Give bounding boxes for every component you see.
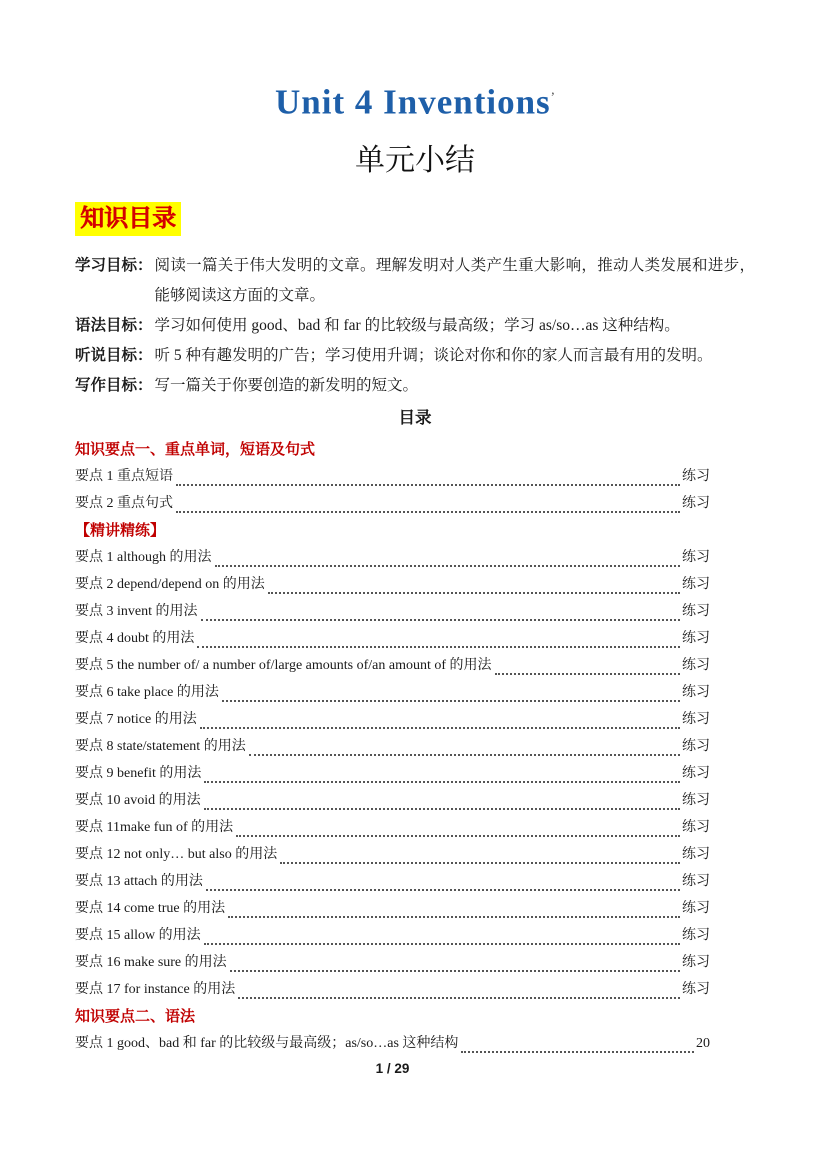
toc-entry[interactable]: [75, 868, 710, 895]
toc-section-title: 知识要点一、重点单词，短语及句式: [75, 440, 316, 458]
unit-title-text: Unit 4 Inventions: [274, 82, 551, 122]
toc-entry-page: 练习: [682, 684, 710, 700]
goal-text: 学习如何使用 good、bad 和 far 的比较级与最高级；学习 as/so…as 这种结构。: [154, 316, 680, 334]
toc-leader-dots: [206, 889, 680, 891]
knowledge-directory-row: [75, 202, 755, 236]
goal-text: 听 5 种有趣发明的广告；学习使用升调；谈论对你和你的家人而言最有用的发明。: [154, 346, 713, 364]
toc-leader-dots: [461, 1051, 694, 1053]
toc-entry-page: 练习: [682, 549, 710, 565]
toc-entry-page: 练习: [682, 738, 710, 754]
toc-entry[interactable]: [75, 841, 710, 868]
goal-text: 写一篇关于你要创造的新发明的短文。: [154, 376, 419, 394]
learning-goals: [75, 251, 755, 401]
toc-entry-label: 要点 10 avoid 的用法: [75, 792, 201, 808]
toc-leader-dots: [200, 727, 680, 729]
goal-label: 听说目标：: [75, 346, 153, 364]
toc-leader-dots: [236, 835, 680, 837]
toc-leader-dots: [228, 916, 680, 918]
toc-entry[interactable]: [75, 976, 710, 1003]
toc-entry[interactable]: [75, 652, 710, 679]
toc-section-title: 【精讲精练】: [75, 521, 166, 539]
toc-entry[interactable]: [75, 895, 710, 922]
toc-entry[interactable]: [75, 922, 710, 949]
toc-entry[interactable]: [75, 1030, 710, 1057]
title-annotation-mark: ’: [550, 89, 555, 104]
toc-entry-page: 练习: [682, 630, 710, 646]
toc-entry-page: 练习: [682, 603, 710, 619]
toc-entry-label: 要点 2 重点句式: [75, 495, 173, 511]
unit-subtitle: 单元小结: [355, 143, 475, 177]
toc-entry[interactable]: [75, 814, 710, 841]
toc-entry-page: 练习: [682, 900, 710, 916]
toc-leader-dots: [215, 565, 681, 567]
toc-leader-dots: [176, 484, 680, 486]
toc-entry[interactable]: [75, 787, 710, 814]
toc-leader-dots: [268, 592, 680, 594]
toc-leader-dots: [201, 619, 681, 621]
toc-entry-label: 要点 17 for instance 的用法: [75, 981, 236, 997]
toc-leader-dots: [249, 754, 680, 756]
toc-entry-label: 要点 4 doubt 的用法: [75, 630, 195, 646]
toc-entry-label: 要点 8 state/statement 的用法: [75, 738, 246, 754]
goal-label: 学习目标：: [75, 256, 153, 274]
toc-entry-label: 要点 6 take place 的用法: [75, 684, 219, 700]
goal-text: 阅读一篇关于伟大发明的文章。理解发明对人类产生重大影响，推动人类发展和进步，能够阅读这方面的文章。: [154, 256, 755, 304]
toc-entry-page: 练习: [682, 819, 710, 835]
toc-entry[interactable]: [75, 463, 710, 490]
toc-entry-label: 要点 2 depend/depend on 的用法: [75, 576, 265, 592]
toc-leader-dots: [222, 700, 680, 702]
goal-item: [75, 341, 755, 371]
goal-item: [75, 251, 755, 311]
toc-leader-dots: [495, 673, 680, 675]
toc-entry-label: 要点 7 notice 的用法: [75, 711, 197, 727]
toc-leader-dots: [280, 862, 680, 864]
table-of-contents: [75, 436, 710, 1057]
toc-leader-dots: [204, 808, 680, 810]
toc-entry[interactable]: [75, 949, 710, 976]
toc-entry[interactable]: [75, 625, 710, 652]
toc-entry-page: 练习: [682, 927, 710, 943]
toc-entry-label: 要点 9 benefit 的用法: [75, 765, 202, 781]
toc-entry[interactable]: [75, 598, 710, 625]
toc-entry[interactable]: [75, 733, 710, 760]
toc-heading: 目录: [398, 408, 432, 427]
toc-entry-page: 练习: [682, 657, 710, 673]
toc-entry-page: 练习: [682, 792, 710, 808]
toc-entry[interactable]: [75, 544, 710, 571]
toc-entry-page: 20: [696, 1035, 710, 1051]
goal-label: 写作目标：: [75, 376, 153, 394]
toc-entry-label: 要点 16 make sure 的用法: [75, 954, 227, 970]
toc-leader-dots: [230, 970, 680, 972]
toc-entry-label: 要点 11make fun of 的用法: [75, 819, 234, 835]
goal-item: [75, 311, 755, 341]
toc-entry[interactable]: [75, 706, 710, 733]
toc-entry-label: 要点 15 allow 的用法: [75, 927, 201, 943]
toc-entry-page: 练习: [682, 954, 710, 970]
toc-leader-dots: [204, 781, 680, 783]
toc-entry-label: 要点 3 invent 的用法: [75, 603, 198, 619]
toc-entry[interactable]: [75, 490, 710, 517]
toc-leader-dots: [238, 997, 680, 999]
toc-entry-label: 要点 1 重点短语: [75, 468, 173, 484]
toc-entry[interactable]: [75, 679, 710, 706]
toc-entry-label: 要点 13 attach 的用法: [75, 873, 203, 889]
knowledge-directory-badge: 知识目录: [75, 202, 181, 236]
toc-entry-page: 练习: [682, 495, 710, 511]
toc-entry[interactable]: [75, 760, 710, 787]
unit-title: [75, 74, 755, 126]
toc-entry-page: 练习: [682, 981, 710, 997]
page-number: 1 / 29: [375, 1060, 410, 1076]
goal-item: [75, 371, 755, 401]
toc-entry-page: 练习: [682, 846, 710, 862]
toc-entry[interactable]: [75, 571, 710, 598]
toc-leader-dots: [204, 943, 680, 945]
toc-entry-page: 练习: [682, 576, 710, 592]
toc-entry-page: 练习: [682, 765, 710, 781]
toc-entry-label: 要点 1 although 的用法: [75, 549, 212, 565]
toc-entry-label: 要点 1 good、bad 和 far 的比较级与最高级；as/so…as 这种结构: [75, 1035, 459, 1051]
toc-section-title: 知识要点二、语法: [75, 1007, 196, 1025]
toc-entry-page: 练习: [682, 711, 710, 727]
toc-entry-page: 练习: [682, 873, 710, 889]
toc-entry-label: 要点 5 the number of/ a number of/large amounts of/an amount of 的用法: [75, 657, 492, 673]
toc-leader-dots: [197, 646, 680, 648]
toc-entry-page: 练习: [682, 468, 710, 484]
toc-entry-label: 要点 14 come true 的用法: [75, 900, 226, 916]
goal-label: 语法目标：: [75, 316, 153, 334]
toc-leader-dots: [176, 511, 680, 513]
toc-entry-label: 要点 12 not only… but also 的用法: [75, 846, 278, 862]
